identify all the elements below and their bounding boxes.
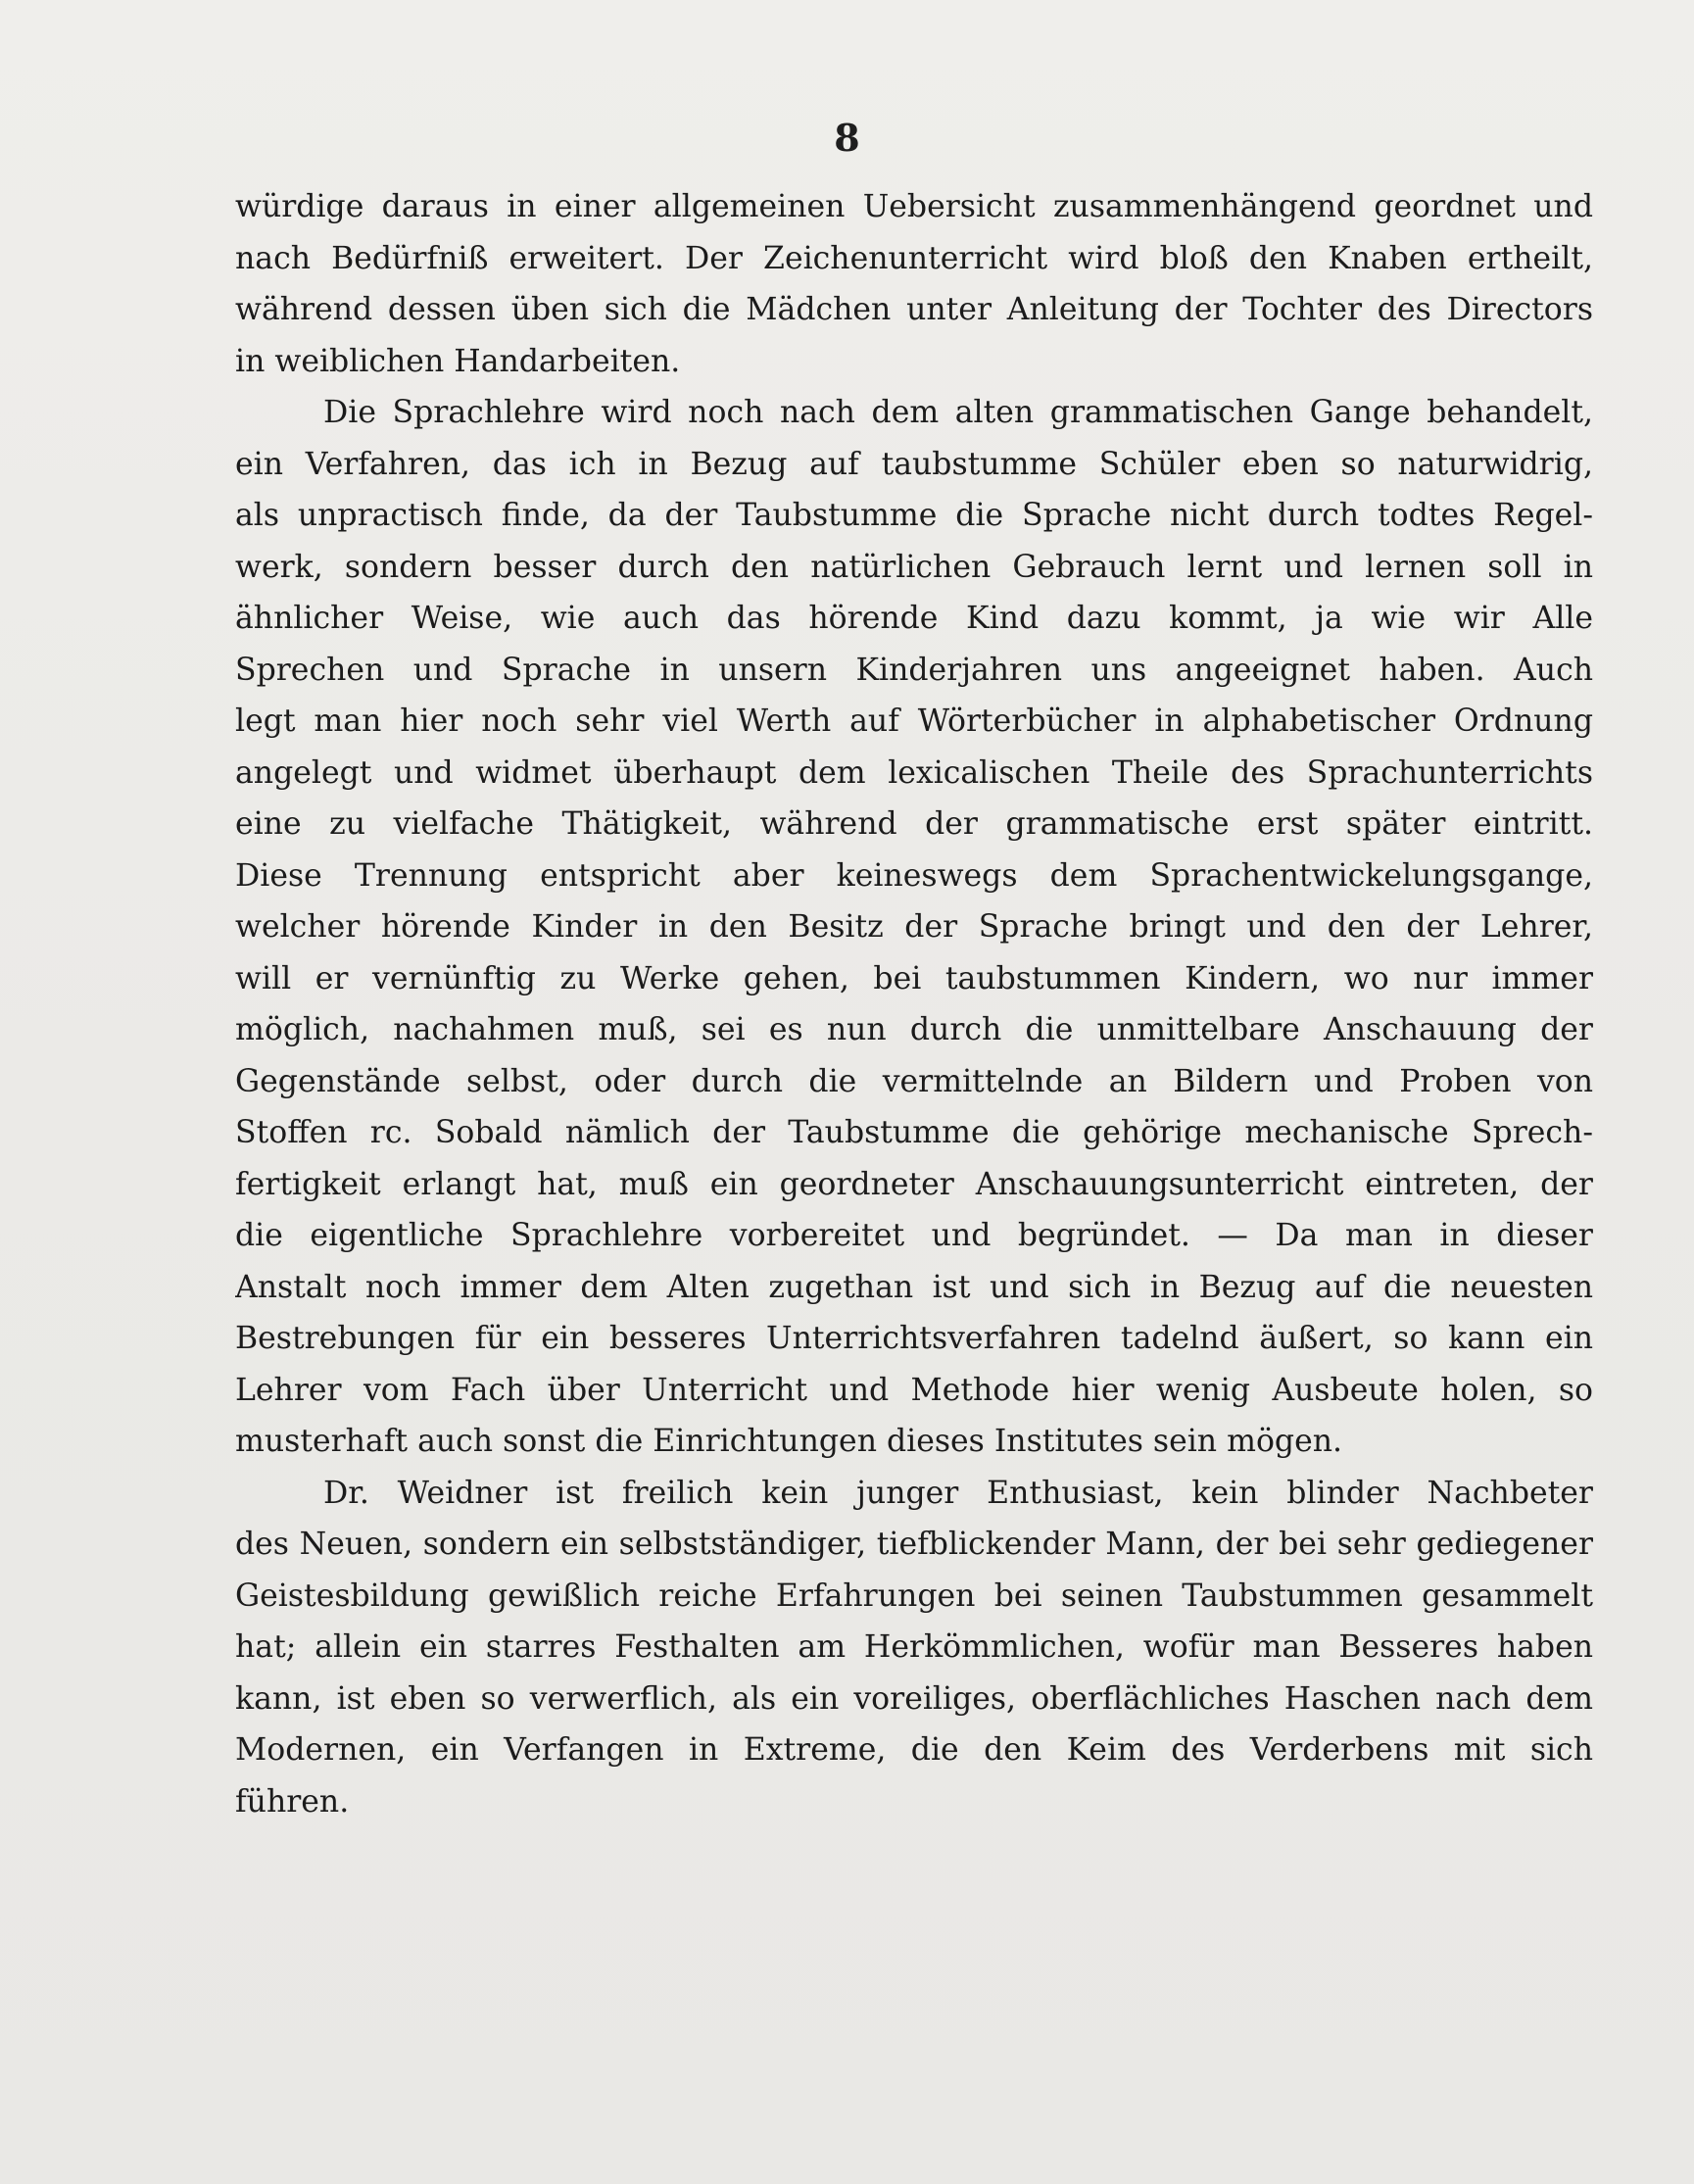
text-line: will er vernünftig zu Werke gehen, bei taubstummen Kindern, wo nur immer xyxy=(235,960,1593,996)
text-line: musterhaft auch sonst die Einrichtungen dieses Institutes sein mögen. xyxy=(235,1424,1343,1459)
text-line: Diese Trennung entspricht aber keineswegs dem Sprachentwickelungsgange, xyxy=(235,857,1593,894)
text-line: in weiblichen Handarbeiten. xyxy=(235,343,681,379)
paragraph-2 xyxy=(235,387,1593,1468)
text-line: nach Bedürfniß erweitert. Der Zeichenunterricht wird bloß den Knaben ertheilt, xyxy=(235,240,1593,276)
text-line: des Neuen, sondern ein selbstständiger, tiefblickender Mann, der bei sehr gediegener xyxy=(235,1527,1593,1562)
text-line: eine zu vielfache Thätigkeit, während der grammatische erst später eintritt. xyxy=(235,806,1593,842)
text-line: Die Sprachlehre wird noch nach dem alten grammatischen Gange behandelt, xyxy=(323,395,1593,430)
text-line: kann, ist eben so verwerflich, als ein voreiliges, oberflächliches Haschen nach dem xyxy=(235,1680,1593,1717)
text-line: angelegt und widmet überhaupt dem lexicalischen Theile des Sprachunterrichts xyxy=(235,754,1593,791)
text-line: Bestrebungen für ein besseres Unterrichtsverfahren tadelnd äußert, so kann ein xyxy=(235,1321,1593,1356)
page-number: 8 xyxy=(834,116,860,160)
text-line: als unpractisch finde, da der Taubstumme die Sprache nicht durch todtes Regel- xyxy=(235,498,1593,533)
text-line: die eigentliche Sprachlehre vorbereitet und begründet. — Da man in dieser xyxy=(235,1218,1593,1253)
body-text xyxy=(235,181,1593,1827)
text-line: Gegenstände selbst, oder durch die vermittelnde an Bildern und Proben von xyxy=(235,1063,1593,1099)
text-line: werk, sondern besser durch den natürlichen Gebrauch lernt und lernen soll in xyxy=(235,549,1593,585)
text-line: fertigkeit erlangt hat, muß ein geordneter Anschauungsunterricht eintreten, der xyxy=(235,1166,1593,1202)
text-line: Modernen, ein Verfangen in Extreme, die den Keim des Verderbens mit sich xyxy=(235,1732,1593,1768)
text-line: hat; allein ein starres Festhalten am Herkömmlichen, wofür man Besseres haben xyxy=(235,1629,1593,1665)
text-line: während dessen üben sich die Mädchen unter Anleitung der Tochter des Directors xyxy=(235,292,1593,327)
text-line: welcher hörende Kinder in den Besitz der Sprache bringt und den der Lehrer, xyxy=(235,909,1593,945)
text-line: Dr. Weidner ist freilich kein junger Enthusiast, kein blinder Nachbeter xyxy=(323,1475,1593,1511)
text-line: würdige daraus in einer allgemeinen Uebersicht zusammenhängend geordnet und xyxy=(235,189,1593,224)
text-line: Anstalt noch immer dem Alten zugethan ist und sich in Bezug auf die neuesten xyxy=(235,1269,1593,1305)
paragraph-3 xyxy=(235,1468,1593,1828)
text-line: ähnlicher Weise, wie auch das hörende Kind dazu kommt, ja wie wir Alle xyxy=(235,601,1593,636)
paragraph-1 xyxy=(235,181,1593,387)
text-line: Stoffen rc. Sobald nämlich der Taubstumme die gehörige mechanische Sprech- xyxy=(235,1115,1593,1150)
text-line: möglich, nachahmen muß, sei es nun durch die unmittelbare Anschauung der xyxy=(235,1012,1593,1047)
text-line: Lehrer vom Fach über Unterricht und Methode hier wenig Ausbeute holen, so xyxy=(235,1372,1593,1408)
text-line: legt man hier noch sehr viel Werth auf Wörterbücher in alphabetischer Ordnung xyxy=(235,704,1593,739)
text-line: Sprechen und Sprache in unsern Kinderjahren uns angeeignet haben. Auch xyxy=(235,652,1593,688)
text-line: Geistesbildung gewißlich reiche Erfahrungen bei seinen Taubstummen gesammelt xyxy=(235,1577,1593,1614)
text-line: führen. xyxy=(235,1783,350,1820)
text-line: ein Verfahren, das ich in Bezug auf taubstumme Schüler eben so naturwidrig, xyxy=(235,446,1593,482)
